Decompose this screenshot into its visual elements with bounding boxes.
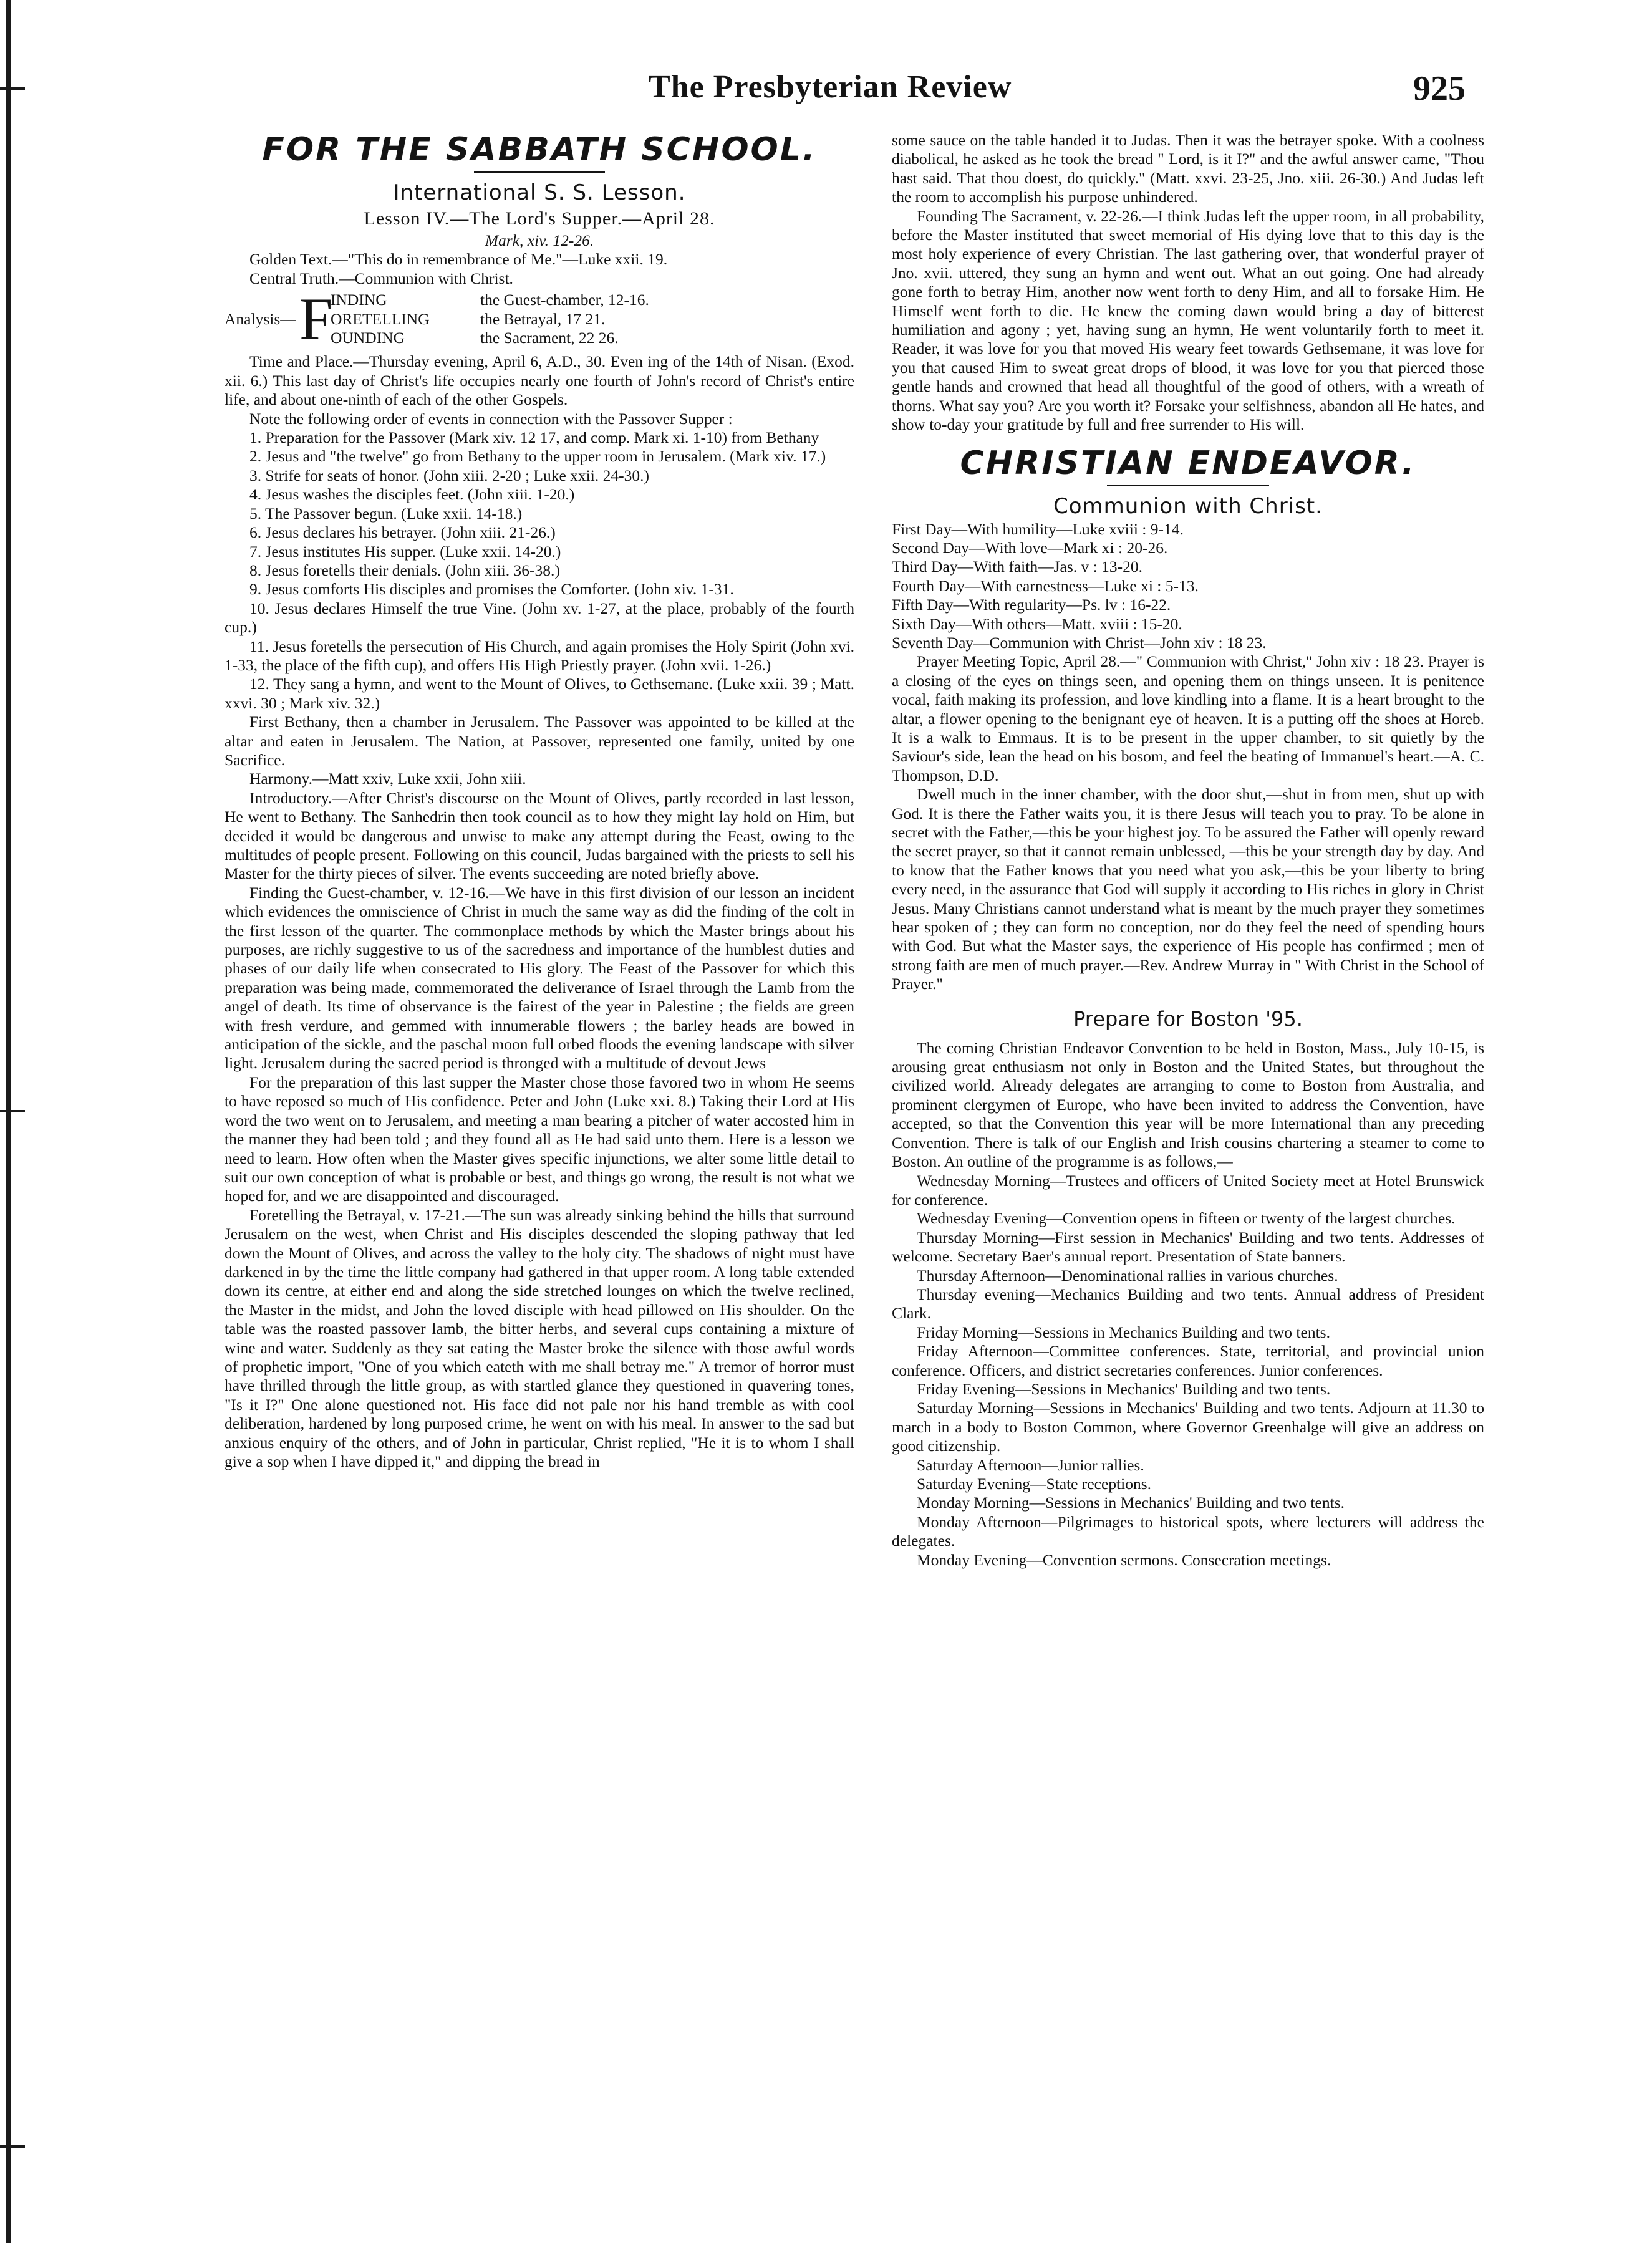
day-item: First Day—With humility—Luke xviii : 9-14. <box>892 519 1184 538</box>
program-item: Friday Evening—Sessions in Mechanics' Building and two tents. <box>917 1379 1331 1398</box>
continued-paragraph: some sauce on the table handed it to Judas. Then it was the betrayer spoke. With a coolness diabolical, he asked as he took the bread " Lord, is it I?" and the awful answer came, "Thou hast said. That thou doest, do quickly." (Matt. xxvi. 23-25, Jno. xiii. 26-30.) And Judas left the room to accomplish his purpose unhindered. <box>892 131 1484 206</box>
guest-chamber-paragraph: Finding the Guest-chamber, v. 12-16.—We have in this first division of our lesson an incident which evidences the omniscience of Christ in much the same way as did the finding of the colt in the first lesson of the quarter. The commonplace methods by which the Master brings about his purposes, are richly suggestive to us of the sacredness and importance of the humblest duties and phases of our daily life when consecrated to His glory. The Feast of the Passover for which this preparation was being made, commemorated the deliverance of Israel through the Lamb from the angel of death. Its time of observance is the fairest of the year in Palestine ; the fields are green with fresh verdure, and gemmed with innumerable flowers ; the barley heads are bowed in anticipation of the sickle, and the paschal moon full orbed floods the evening landscape with silver light. Jerusalem during the sacred period is thronged with a multitude of devout Jews <box>225 883 854 1073</box>
program-item: Saturday Evening—State receptions. <box>917 1475 1152 1493</box>
program-item: Friday Afternoon—Committee conferences. State, territorial, and provincial union conference. Officers, and district secretaries conferences. Junior conferences. <box>892 1342 1484 1379</box>
page-header <box>592 62 1466 112</box>
heading-rule <box>1107 485 1269 486</box>
event-item: 3. Strife for seats of honor. (John xiii. 2-20 ; Luke xxii. 24-30.) <box>249 466 649 485</box>
introductory-paragraph: Introductory.—After Christ's discourse on the Mount of Olives, partly recorded in last lesson, He went to Bethany. The Sanhedrin then took council as to how they might lay hold on Him, but decided it would be dangerous and unwise to make any attempt during the Feast, owing to the multitudes of people present. Following on this council, Judas bargained with the priests to sell his Master for the thirty pieces of silver. The events succeeding are noted briefly above. <box>225 788 854 883</box>
program-item: Saturday Afternoon—Junior rallies. <box>917 1455 1144 1474</box>
christian-endeavor-heading: CHRISTIAN ENDEAVOR. <box>960 444 1416 482</box>
program-item: Monday Morning—Sessions in Mechanics' Building and two tents. <box>917 1493 1345 1512</box>
analysis-block <box>225 285 854 352</box>
day-item: Sixth Day—With others—Matt. xviii : 15-20. <box>892 614 1182 633</box>
program-item: Thursday Morning—First session in Mechanics' Building and two tents. Addresses of welcome. Secretary Baer's annual report. Presentation of State banners. <box>892 1228 1484 1266</box>
inner-chamber-paragraph: Dwell much in the inner chamber, with the door shut,—shut in from men, shut up with God. It is there the Father waits you, it is there Jesus will teach you to pray. To be alone in secret with the Father,—this be your highest joy. To be assured the Father will openly reward the secret prayer, so that it cannot remain unblessed, —this be your strength day by day. And to know that the Father knows that you need what you ask,—this be your liberty to bring every need, in the assurance that God will supply it according to His riches in glory in Christ Jesus. Many Christians cannot understand what is meant by the much prayer they sometimes hear spoken of ; they can form no conception, nor do they feel the need of spending hours with God. But what the Master says, the experience of His people has confirmed ; men of strong faith are men of much prayer.—Rev. Andrew Murray in " With Christ in the School of Prayer." <box>892 785 1484 993</box>
analysis-text: the Guest-chamber, 12-16. <box>480 291 649 309</box>
event-item: 4. Jesus washes the disciples feet. (John xiii. 1-20.) <box>249 485 575 504</box>
analysis-big-letter: F <box>299 285 333 352</box>
time-and-place: Time and Place.—Thursday evening, April 6, A.D., 30. Even ing of the 14th of Nisan. (Exod. xii. 6.) This last day of Christ's life occupies nearly one fourth of John's record of Christ's entire life, and about one-ninth of each of the other Gospels. <box>225 352 854 409</box>
page-binding-edge <box>6 0 11 2243</box>
binding-mark <box>0 87 25 90</box>
running-title: The Presbyterian Review <box>649 69 1012 105</box>
lesson-series: International S. S. Lesson. <box>393 180 686 205</box>
lesson-line: Lesson IV.—The Lord's Supper.—April 28. <box>364 208 715 229</box>
order-note: Note the following order of events in connection with the Passover Supper : <box>249 409 733 428</box>
program-item: Monday Afternoon—Pilgrimages to historical spots, where lecturers will address the delegates. <box>892 1512 1484 1550</box>
right-column <box>892 131 1484 1570</box>
program-item: Wednesday Morning—Trustees and officers of United Society meet at Hotel Brunswick for conference. <box>892 1171 1484 1208</box>
event-item: 12. They sang a hymn, and went to the Mount of Olives, to Gethsemane. (Luke xxii. 39 ; Matt. xxvi. 30 ; Mark xiv. 32.) <box>225 675 854 712</box>
analysis-label: Analysis— <box>225 309 296 328</box>
boston-heading: Prepare for Boston '95. <box>1073 1006 1303 1031</box>
event-item: 2. Jesus and "the twelve" go from Bethany to the upper room in Jerusalem. (Mark xiv. 17.) <box>249 447 826 466</box>
analysis-word: ORETELLING <box>331 309 430 328</box>
event-item: 8. Jesus foretells their denials. (John xiii. 36-38.) <box>249 561 560 579</box>
left-column <box>225 131 854 1471</box>
golden-text: Golden Text.—"This do in remembrance of Me."—Luke xxii. 19. <box>249 250 668 269</box>
analysis-text: the Betrayal, 17 21. <box>480 309 606 328</box>
daily-readings <box>892 520 1484 653</box>
day-item: Fourth Day—With earnestness—Luke xi : 5-13. <box>892 576 1199 595</box>
central-truth: Central Truth.—Communion with Christ. <box>249 269 513 287</box>
binding-mark <box>0 1110 25 1112</box>
event-item: 1. Preparation for the Passover (Mark xiv. 12 17, and comp. Mark xi. 1-10) from Bethany <box>249 428 819 447</box>
event-item: 11. Jesus foretells the persecution of His Church, and again promises the Holy Spirit (John xvi. 1-33, the place of the fifth cup), and offers His High Priestly prayer. (John xvii. 1-26.) <box>225 637 854 674</box>
event-item: 5. The Passover begun. (Luke xxii. 14-18.) <box>249 504 523 523</box>
program-item: Wednesday Evening—Convention opens in fifteen or twenty of the largest churches. <box>917 1209 1456 1228</box>
harmony-paragraph: Harmony.—Matt xxiv, Luke xxii, John xiii. <box>249 769 526 788</box>
day-item: Seventh Day—Communion with Christ—John xiv : 18 23. <box>892 633 1267 652</box>
heading-rule <box>474 171 605 173</box>
ce-subtitle: Communion with Christ. <box>1053 493 1323 519</box>
sabbath-school-heading: FOR THE SABBATH SCHOOL. <box>262 131 817 168</box>
event-item: 7. Jesus institutes His supper. (Luke xxii. 14-20.) <box>249 542 561 561</box>
program-item: Saturday Morning—Sessions in Mechanics' Building and two tents. Adjourn at 11.30 to march in a body to Boston Common, where Governor Greenhalge will give an address on good citizenship. <box>892 1399 1484 1455</box>
program-item: Monday Evening—Convention sermons. Consecration meetings. <box>917 1550 1331 1569</box>
sacrament-paragraph: Founding The Sacrament, v. 22-26.—I think Judas left the upper room, in all probability, before the Master instituted that sweet memorial of His dying love that to this day is the most holy experience of every Christian. The last gathering over, that wonderful prayer of Jno. xvii. uttered, they sung an hymn and went out. What an out going. One had already gone forth to betray Him, another now went forth to deny Him, and all to forsake Him. He Himself went forth to die. He knew the coming dawn would bring a day of bitterest humiliation and agony ; yet, having sung an hymn, He went voluntarily forth to meet it. Reader, it was love for you that moved His weary feet towards Gethsemane, it was love for you that caused Him to sweat great drops of blood, it was love for you that pierced those gentle hands and crowned that head all thoughtful of the good of others, with a wreath of thorns. What say you? Are you worth it? Forsake your selfishness, abandon all He hates, and show to-day your gratitude by full and free surrender to His will. <box>892 206 1484 434</box>
page-number: 925 <box>1413 69 1466 108</box>
program-item: Friday Morning—Sessions in Mechanics Building and two tents. <box>917 1323 1330 1341</box>
analysis-word: OUNDING <box>331 329 405 347</box>
lesson-reference: Mark, xiv. 12-26. <box>485 231 594 249</box>
betrayal-paragraph: Foretelling the Betrayal, v. 17-21.—The sun was already sinking behind the hills that surround Jerusalem on the west, when Christ and His disciples descended the sloping pathway that led down the Mount of Olives, and across the valley to the holy city. The shadows of night must have darkened in by the time the little company had gathered in that upper room. A long table extended down its centre, at either end and along the side stretched lounges on which the twelve reclined, the Master in the midst, and John the loved disciple with head pillowed on His shoulder. On the table was the roasted passover lamb, the bitter herbs, and several cups containing a mixture of wine and water. Suddenly as they sat eating the Master broke the silence with those awful words of prophetic import, "One of you which eateth with me shall betray me." A tremor of horror must have thrilled through the little group, as with startled glance they questioned in quavering tones, "Is it I?" One alone questioned not. His face did not pale nor his hand tremble as with cool deliberation, hardened by long purposed crime, he went on with his meal. In answer to the sad but anxious enquiry of the others, and of John in particular, Christ replied, "He it is to whom I shall give a sop when I have dipped it," and dipping the bread in <box>225 1205 854 1470</box>
event-item: 6. Jesus declares his betrayer. (John xiii. 21-26.) <box>249 523 556 542</box>
day-item: Second Day—With love—Mark xi : 20-26. <box>892 538 1168 557</box>
prayer-meeting-topic: Prayer Meeting Topic, April 28.—" Communion with Christ," John xiv : 18 23. Prayer is a closing of the eyes on things seen, and opening them on things unseen. It is penitence vocal, faith making its profession, and love kindling into a flame. It is a heart brought to the altar, a flower opening to the benignant eye of heaven. It is a putting off the shoes at Horeb. It is a walk to Emmaus. It is to be present in the upper chamber, to sit quietly by the Saviour's side, lean the head on his bosom, and feel the beating of Immanuel's heart.—A. C. Thompson, D.D. <box>892 652 1484 784</box>
day-item: Fifth Day—With regularity—Ps. lv : 16-22. <box>892 596 1171 614</box>
analysis-text: the Sacrament, 22 26. <box>480 329 619 347</box>
program-item: Thursday evening—Mechanics Building and two tents. Annual address of President Clark. <box>892 1285 1484 1323</box>
binding-mark <box>0 2145 25 2148</box>
event-item: 9. Jesus comforts His disciples and promises the Comforter. (John xiv. 1-31. <box>249 580 734 599</box>
event-item: 10. Jesus declares Himself the true Vine. (John xv. 1-27, at the place, probably of the fourth cup.) <box>225 599 854 637</box>
body-paragraph: First Bethany, then a chamber in Jerusalem. The Passover was appointed to be killed at the altar and eaten in Jerusalem. The Nation, at Passover, represented one family, united by one Sacrifice. <box>225 713 854 769</box>
analysis-word: INDING <box>331 291 387 309</box>
boston-paragraph: The coming Christian Endeavor Convention to be held in Boston, Mass., July 10-15, is arousing great enthusiasm not only in Boston and the United States, but throughout the civilized world. Already delegates are arranging to come to Boston from Australia, and prominent clergymen of Europe, who have been invited to address the Convention, have accepted, so that the Convention this year will be more International than any preceding Convention. There is talk of our English and Irish cousins chartering a steamer to come to Boston. An outline of the programme is as follows,— <box>892 1038 1484 1171</box>
preparation-paragraph: For the preparation of this last supper the Master chose those favored two in whom He seems to have reposed so much of His confidence. Peter and John (Luke xxi. 8.) Taking their Lord at His word the two went on to Jerusalem, and meeting a man bearing a pitcher of water accosted him in the manner they had been told ; and they found all as He had said unto them. Here is a lesson we need to learn. How often when the Master gives specific injunctions, we alter some little detail to suit our own conception of what is probable or best, and things go wrong, the result is not what we hoped for, and we are disappointed and discouraged. <box>225 1073 854 1205</box>
day-item: Third Day—With faith—Jas. v : 13-20. <box>892 557 1142 576</box>
program-item: Thursday Afternoon—Denominational rallies in various churches. <box>917 1266 1338 1285</box>
